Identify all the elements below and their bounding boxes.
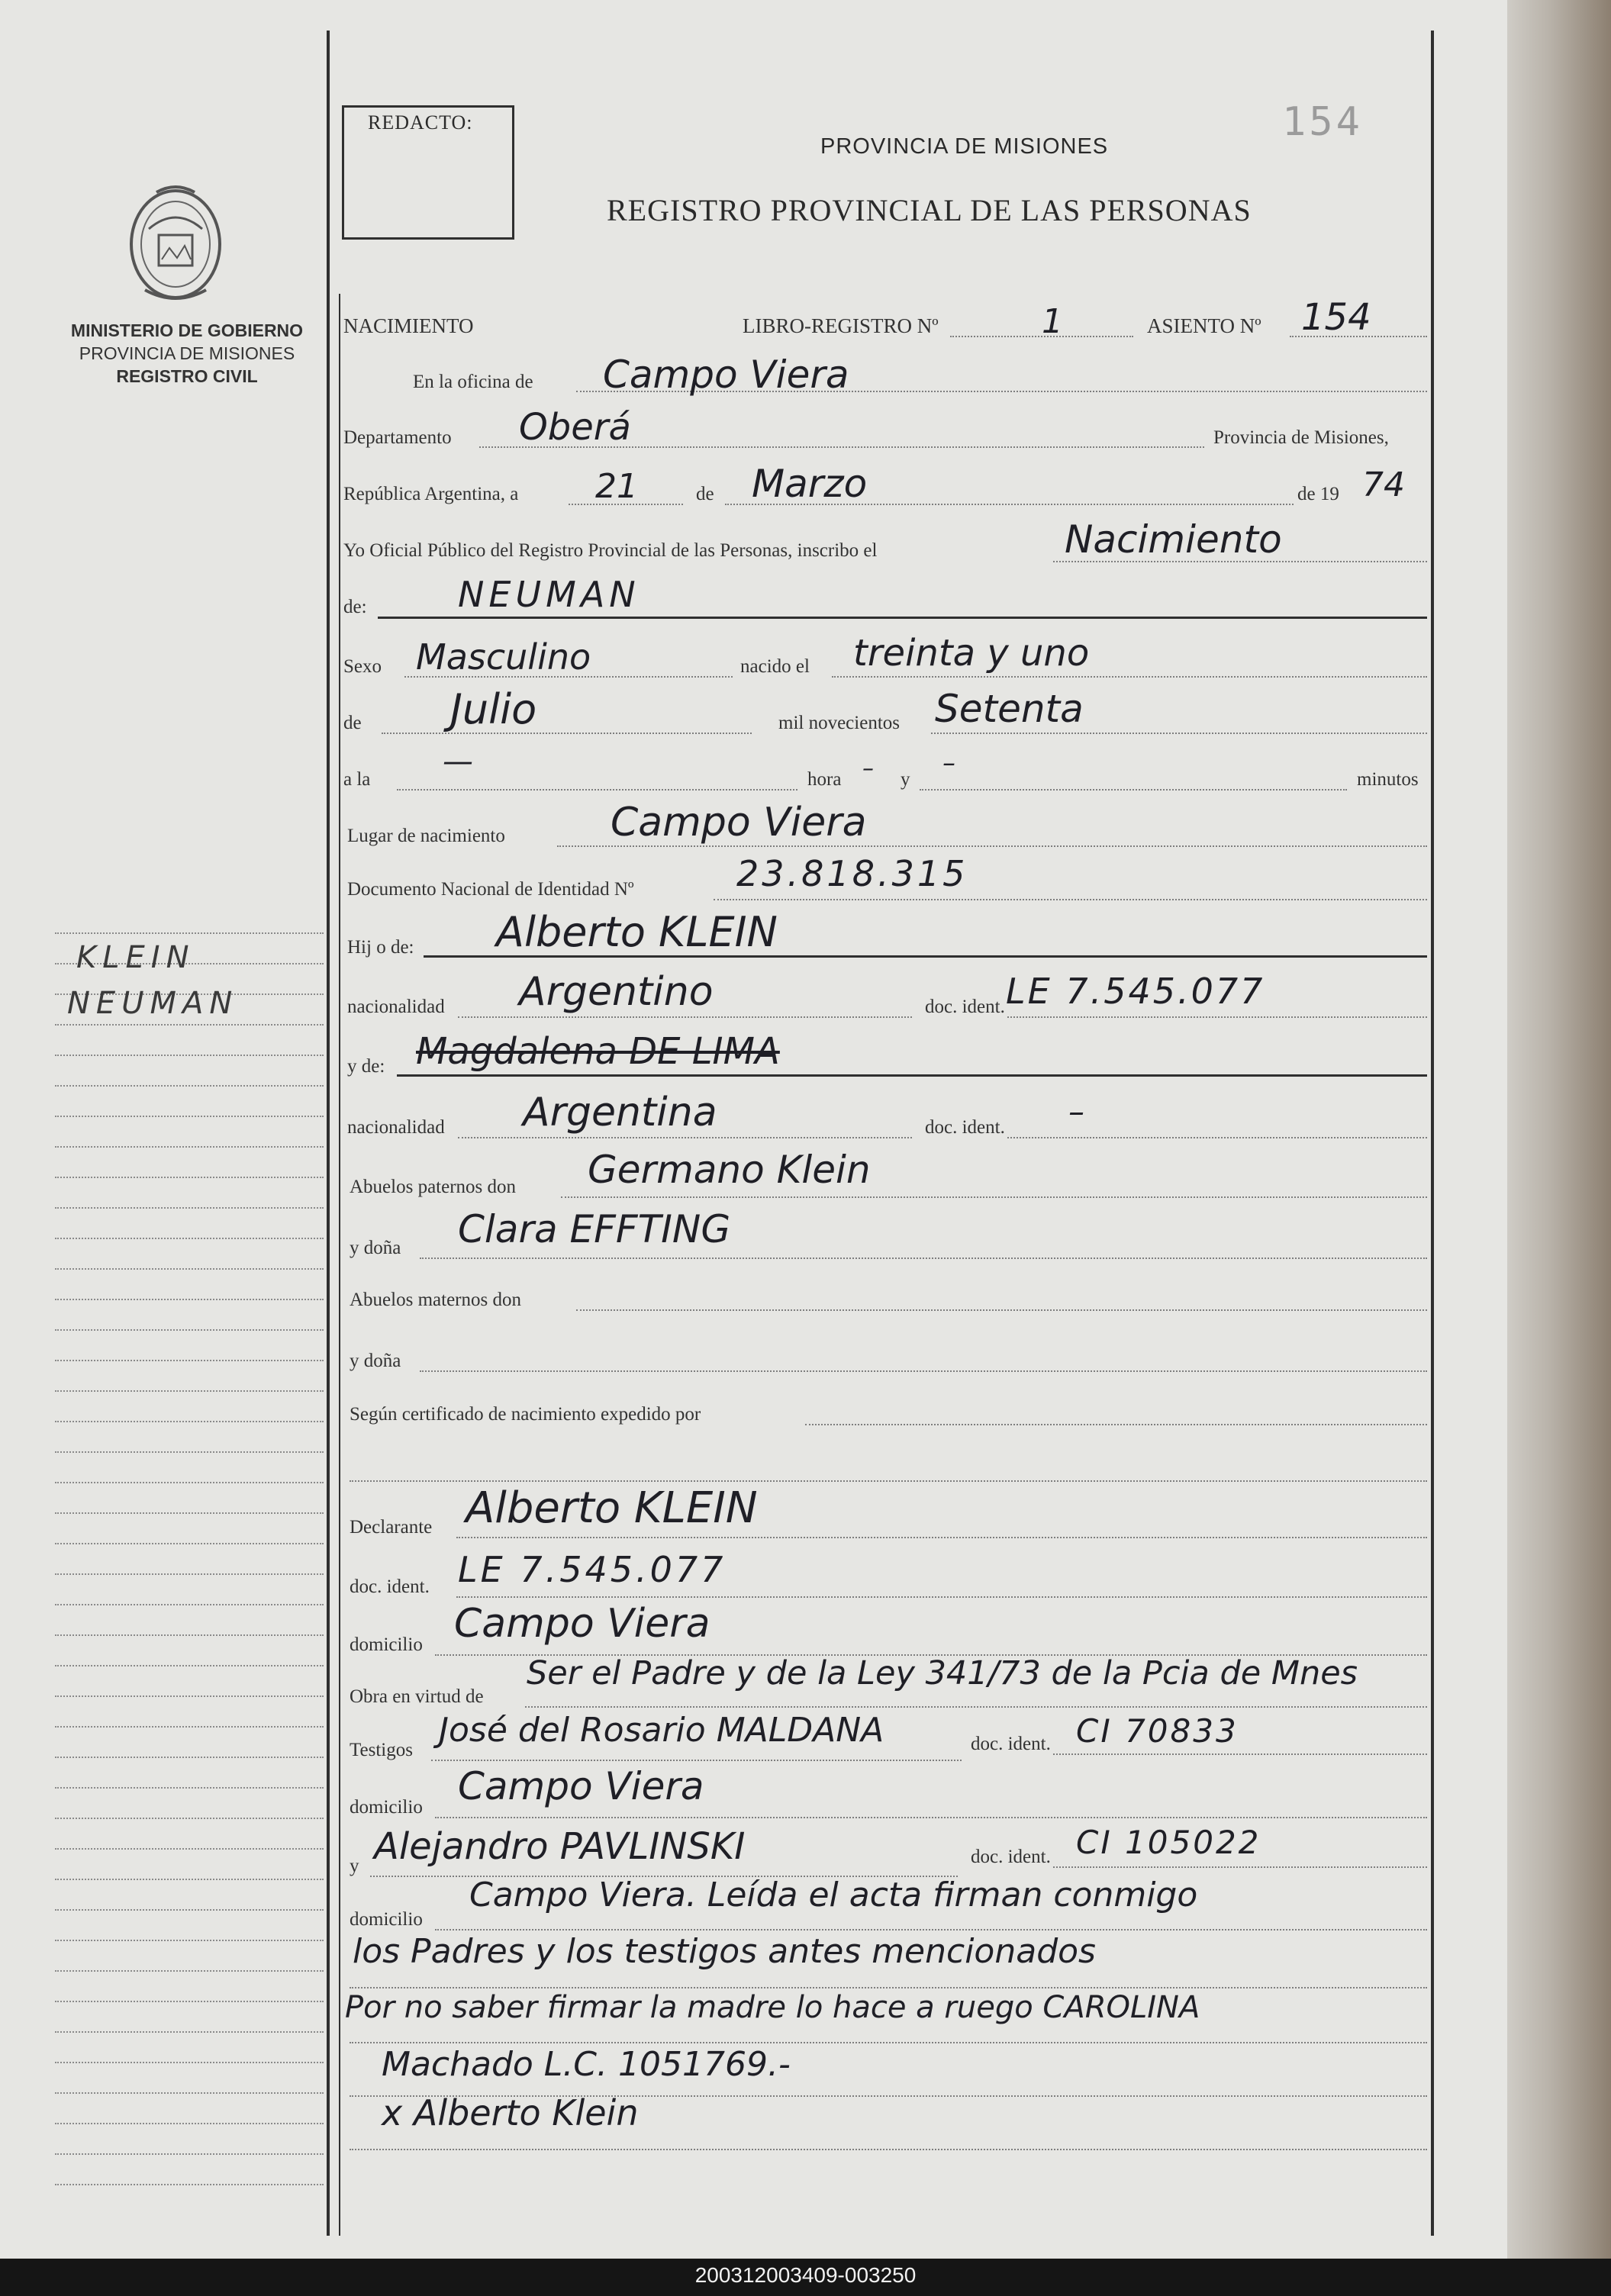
ministry-block	[46, 319, 328, 388]
republica-label: República Argentina, a	[343, 484, 519, 504]
ministry-province: PROVINCIA DE MISIONES	[79, 343, 295, 363]
nombre-value: NEUMAN	[458, 574, 640, 615]
nacido-label: nacido el	[740, 656, 810, 677]
testigo2-y-label: y	[350, 1856, 359, 1876]
testigo2-domicilio-label: domicilio	[350, 1909, 423, 1930]
madre-nacionalidad-label: nacionalidad	[347, 1117, 445, 1138]
padre-value: Alberto KLEIN	[496, 908, 778, 956]
ministry-name: MINISTERIO DE GOBIERNO	[70, 320, 304, 340]
padre-doc-value: LE 7.545.077	[1006, 971, 1265, 1012]
obra-label: Obra en virtud de	[350, 1686, 484, 1707]
mil-label: mil novecientos	[778, 713, 900, 733]
libro-label: LIBRO-REGISTRO Nº	[743, 314, 939, 337]
provincia-label: Provincia de Misiones,	[1213, 427, 1389, 448]
lugar-label: Lugar de nacimiento	[347, 826, 505, 846]
dia-value: 21	[595, 467, 638, 506]
hijo-label: Hij o de:	[347, 937, 414, 958]
padre-nacionalidad-label: nacionalidad	[347, 997, 445, 1017]
y-label: y	[901, 769, 910, 790]
hora-value-dash: –	[862, 755, 874, 782]
hora-label: hora	[807, 769, 842, 790]
book-page-edge	[1507, 0, 1611, 2259]
libro-value: 1	[1042, 302, 1063, 341]
province-title: PROVINCIA DE MISIONES	[820, 134, 1109, 159]
departamento-value: Oberá	[519, 406, 631, 449]
minutos-label: minutos	[1357, 769, 1419, 790]
inner-left-line	[339, 294, 340, 2236]
segun-label: Según certificado de nacimiento expedido por	[350, 1404, 701, 1425]
yo-oficial-value: Nacimiento	[1065, 517, 1282, 562]
testigo1-doc-label: doc. ident.	[971, 1734, 1051, 1754]
testigo2-doc-label: doc. ident.	[971, 1847, 1051, 1867]
registry-title: REGISTRO PROVINCIAL DE LAS PERSONAS	[607, 193, 1252, 227]
de-label: de	[696, 484, 714, 504]
firma: x Alberto Klein	[382, 2092, 639, 2133]
nacimiento-label: NACIMIENTO	[343, 314, 474, 337]
oficina-value: Campo Viera	[603, 353, 849, 397]
abuela-paterna-label: y doña	[350, 1238, 401, 1258]
nota-linea-3: Machado L.C. 1051769.-	[382, 2045, 791, 2084]
anio-value: 74	[1362, 465, 1405, 504]
abuela-paterna-value: Clara EFFTING	[458, 1207, 731, 1251]
de-mes-label: de	[343, 713, 362, 733]
abuelo-paterno-value: Germano Klein	[588, 1148, 871, 1192]
margin-surname-2: NEUMAN	[67, 986, 239, 1021]
right-border-line	[1431, 31, 1434, 2236]
asiento-value: 154	[1301, 296, 1371, 339]
padre-nacionalidad-value: Argentino	[519, 969, 714, 1015]
testigo1-domicilio-label: domicilio	[350, 1797, 423, 1818]
madre-nacionalidad-value: Argentina	[523, 1090, 717, 1135]
madre-doc-label: doc. ident.	[925, 1117, 1005, 1138]
yo-oficial-label: Yo Oficial Público del Registro Provincial de las Personas, inscribo el	[343, 540, 878, 561]
provincial-crest-icon	[122, 176, 229, 305]
declarante-domicilio-label: domicilio	[350, 1634, 423, 1655]
sexo-label: Sexo	[343, 656, 382, 677]
dni-value: 23.818.315	[736, 853, 968, 894]
nombre-underline	[378, 617, 1427, 619]
nota-linea-2: Por no saber firmar la madre lo hace a ruego CAROLINA	[345, 1990, 1200, 2025]
ministry-registry: REGISTRO CIVIL	[116, 366, 258, 386]
declarante-doc-label: doc. ident.	[350, 1576, 430, 1597]
nac-mes-value: Julio	[450, 685, 537, 733]
testigo1-value: José del Rosario MALDANA	[439, 1711, 884, 1750]
oficina-label: En la oficina de	[413, 372, 533, 392]
hora-dash: —	[443, 744, 473, 779]
minutos-value-dash: –	[942, 748, 955, 778]
asiento-label: ASIENTO Nº	[1147, 314, 1261, 337]
testigo1-doc-value: CI 70833	[1076, 1712, 1239, 1750]
de-nombre-label: de:	[343, 597, 367, 617]
declarante-value: Alberto KLEIN	[466, 1483, 758, 1533]
mil-value: Setenta	[935, 687, 1084, 731]
page-number: 154	[1282, 99, 1363, 145]
nota-linea-1: los Padres y los testigos antes mencionados	[353, 1932, 1096, 1971]
madre-doc-value: –	[1068, 1093, 1084, 1130]
a-la-label: a la	[343, 769, 371, 790]
lugar-value: Campo Viera	[611, 800, 867, 845]
madre-underline	[397, 1074, 1427, 1077]
testigo1-domicilio-value: Campo Viera	[458, 1764, 704, 1808]
redacto-label: REDACTO:	[368, 111, 473, 134]
anio-prefix: de 19	[1297, 484, 1339, 504]
abuela-materna-label: y doña	[350, 1351, 401, 1371]
margin-surname-1: KLEIN	[76, 940, 195, 975]
sexo-value: Masculino	[416, 636, 591, 678]
document-id: 200312003409-003250	[694, 2263, 917, 2287]
declarante-domicilio-value: Campo Viera	[454, 1601, 710, 1647]
obra-value: Ser el Padre y de la Ley 341/73 de la Pcia de Mnes	[527, 1654, 1358, 1692]
madre-value: Magdalena DE LIMA	[416, 1030, 780, 1073]
testigo2-value: Alejandro PAVLINSKI	[374, 1825, 746, 1868]
abuelos-paternos-label: Abuelos paternos don	[350, 1177, 517, 1197]
declarante-doc-value: LE 7.545.077	[458, 1549, 727, 1590]
testigos-label: Testigos	[350, 1740, 413, 1760]
mes-value: Marzo	[752, 462, 868, 506]
testigo2-doc-value: CI 105022	[1076, 1824, 1261, 1861]
nacido-value: treinta y uno	[853, 632, 1090, 675]
dni-label: Documento Nacional de Identidad Nº	[347, 879, 634, 900]
declarante-label: Declarante	[350, 1517, 433, 1538]
abuelos-maternos-label: Abuelos maternos don	[350, 1290, 521, 1310]
departamento-label: Departamento	[343, 427, 452, 448]
testigo2-domicilio-value: Campo Viera. Leída el acta firman conmigo	[469, 1876, 1198, 1914]
y-de-label: y de:	[347, 1056, 385, 1077]
padre-doc-label: doc. ident.	[925, 997, 1005, 1017]
